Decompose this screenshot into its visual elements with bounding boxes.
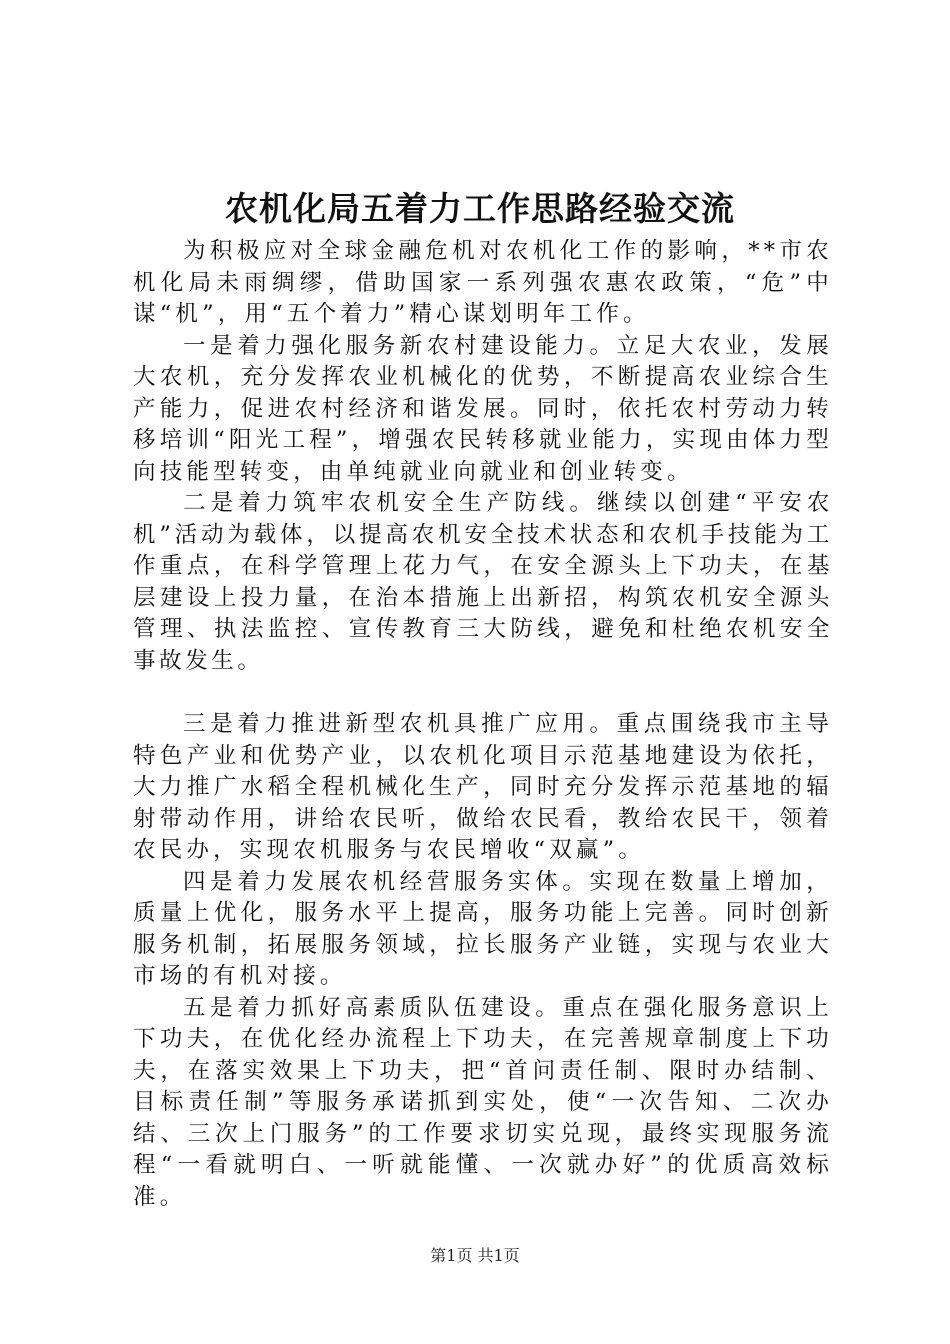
paragraph-point-3: 三是着力推进新型农机具推广应用。重点围绕我市主导特色产业和优势产业，以农机化项目示范基地建设为依托，大力推广水稻全程机械化生产，同时充分发挥示范基地的辐射带动作用，讲给农民听，做给农民看，教给农民干，领着农民办，实现农机服务与农民增收“双赢”。 (133, 711, 833, 863)
paragraph-point-1: 一是着力强化服务新农村建设能力。立足大农业，发展大农机，充分发挥农业机械化的优势，不断提高农业综合生产能力，促进农村经济和谐发展。同时，依托农村劳动力转移培训“阳光工程”，增强农民转移就业能力，实现由体力型向技能型转变，由单纯就业向就业和创业转变。 (133, 332, 833, 485)
paragraph-point-4: 四是着力发展农机经营服务实体。实现在数量上增加，质量上优化，服务水平上提高，服务功能上完善。同时创新服务机制，拓展服务领域，拉长服务产业链，实现与农业大市场的有机对接。 (133, 868, 833, 989)
paragraph-point-2: 二是着力筑牢农机安全生产防线。继续以创建“平安农机”活动为载体，以提高农机安全技术状态和农机手技能为工作重点，在科学管理上花力气，在安全源头上下功夫，在基层建设上投力量，在治本措施上出新招，构筑农机安全源头管理、执法监控、宣传教育三大防线，避免和杜绝农机安全事故发生。 (133, 490, 833, 674)
document-body (133, 236, 833, 1213)
paragraph-point-5: 五是着力抓好高素质队伍建设。重点在强化服务意识上下功夫，在优化经办流程上下功夫，在完善规章制度上下功夫，在落实效果上下功夫，把“首问责任制、限时办结制、目标责任制”等服务承诺抓到实处，使“一次告知、二次办结、三次上门服务”的工作要求切实兑现，最终实现服务流程“一看就明白、一听就能懂、一次就办好”的优质高效标准。 (133, 994, 833, 1210)
paragraph-gap (133, 677, 833, 709)
paragraph-intro: 为积极应对全球金融危机对农机化工作的影响，**市农机化局未雨绸缪，借助国家一系列强农惠农政策，“危”中谋“机”，用“五个着力”精心谋划明年工作。 (133, 238, 833, 327)
page-number-footer: 第1页 共1页 (430, 1246, 520, 1265)
document-title: 农机化局五着力工作思路经验交流 (225, 189, 735, 228)
